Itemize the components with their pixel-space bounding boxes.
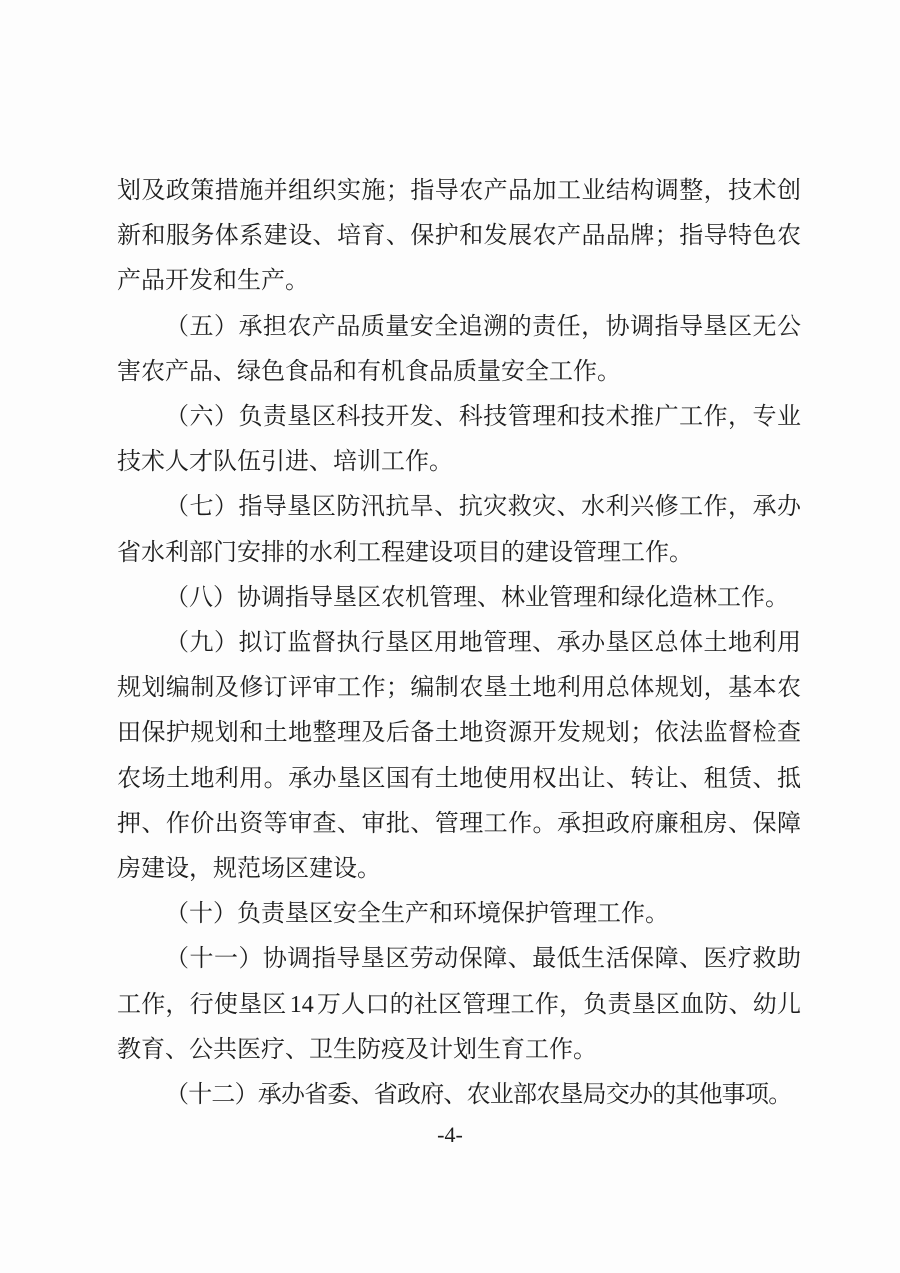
paragraph-item-8: （八）协调指导垦区农机管理、林业管理和绿化造林工作。 [165,584,789,611]
page-number: -4- [437,1122,463,1147]
document-body [117,169,801,1118]
paragraph-item-12: （十二）承办省委、省政府、农业部农垦局交办的其他事项。 [165,1082,792,1109]
page-footer [0,1122,900,1148]
paragraph-item-7: （七）指导垦区防汛抗旱、抗灾救灾、水利兴修工作，承办省水利部门安排的水利工程建设项目的建设管理工作。 [117,494,801,566]
paragraph-item-5: （五）承担农产品质量安全追溯的责任，协调指导垦区无公害农产品、绿色食品和有机食品质量安全工作。 [117,313,801,385]
paragraph-item-11: （十一）协调指导垦区劳动保障、最低生活保障、医疗救助工作，行使垦区 14 万人口的社区管理工作，负责垦区血防、幼儿教育、公共医疗、卫生防疫及计划生育工作。 [117,946,801,1063]
paragraph-item-6: （六）负责垦区科技开发、科技管理和技术推广工作，专业技术人才队伍引进、培训工作。 [117,404,801,476]
paragraph-item-9: （九）拟订监督执行垦区用地管理、承办垦区总体土地利用规划编制及修订评审工作；编制农垦土地利用总体规划，基本农田保护规划和土地整理及后备土地资源开发规划；依法监督检查农场土地利用。承办垦区国有土地使用权出让、转让、租赁、抵押、作价出资等审查、审批、管理工作。承担政府廉租房、保障房建设，规范场区建设。 [117,630,801,883]
paragraph-item-10: （十）负责垦区安全生产和环境保护管理工作。 [165,901,669,928]
paragraph-continuation: 划及政策措施并组织实施；指导农产品加工业结构调整，技术创新和服务体系建设、培育、保护和发展农产品品牌；指导特色农产品开发和生产。 [117,178,801,295]
